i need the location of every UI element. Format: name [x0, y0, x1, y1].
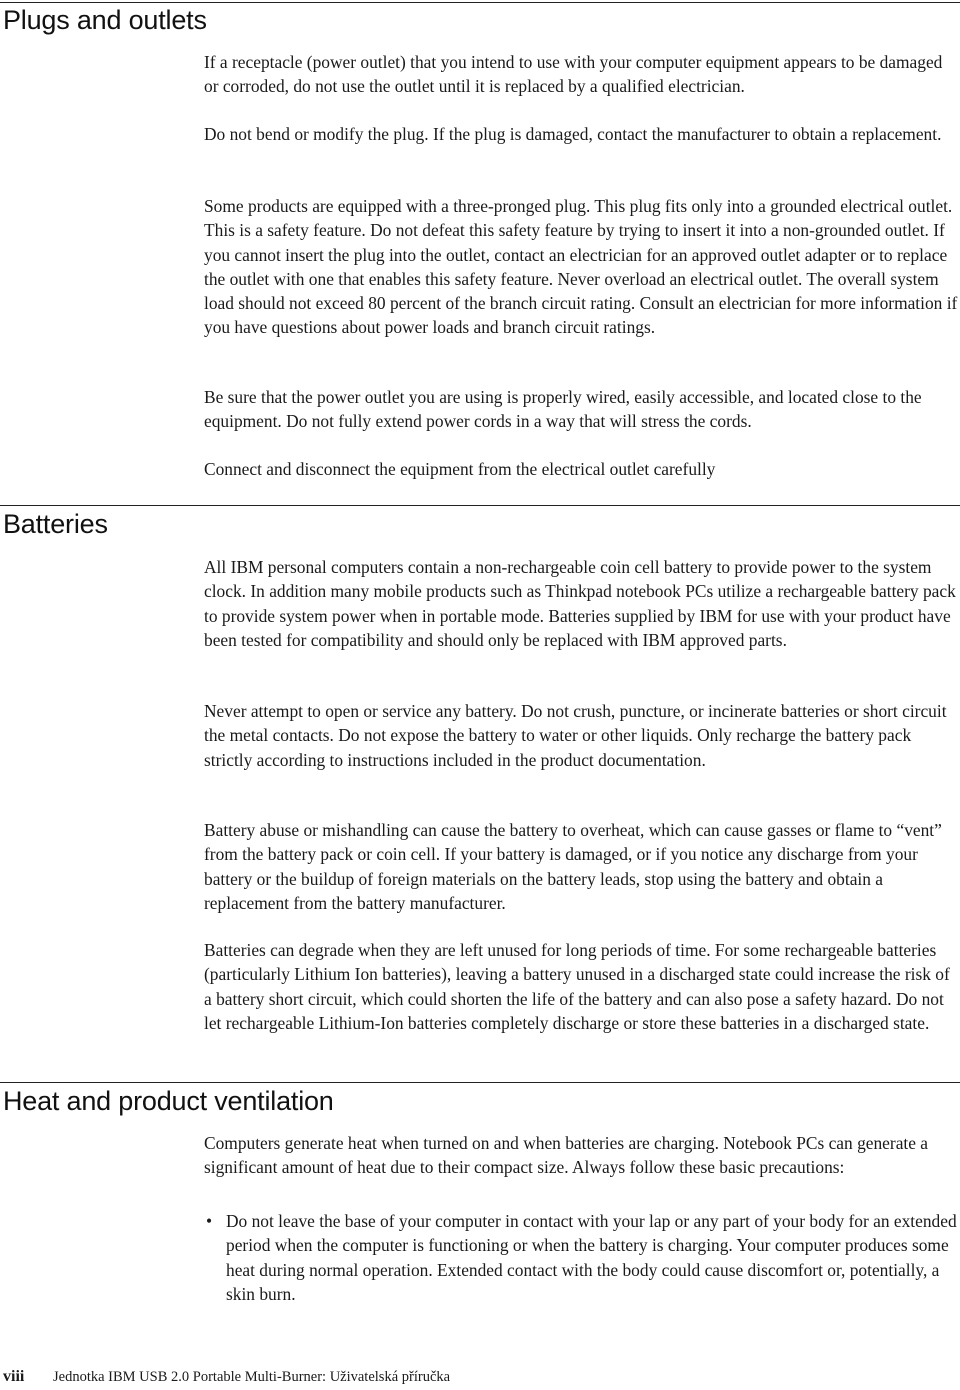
plugs-paragraph-5: Connect and disconnect the equipment from the electrical outlet carefully — [204, 459, 716, 479]
bullet-icon: • — [206, 1211, 213, 1231]
section-divider — [0, 1082, 960, 1083]
section-divider — [0, 2, 960, 3]
plugs-paragraph-1: If a receptacle (power outlet) that you intend to use with your computer equipment appears to be damaged or corroded, do not use the outlet until it is replaced by a qualified electrician. — [204, 52, 943, 97]
batteries-paragraph-3: Battery abuse or mishandling can cause the battery to overheat, which can cause gasses or flame to “vent” from the battery pack or coin cell. If your battery is damaged, or if you notice any discharge from your battery or the buildup of foreign materials on the battery leads, stop using the battery and obtain a replacement from the battery manufacturer. — [204, 820, 942, 913]
plugs-paragraph-4: Be sure that the power outlet you are using is properly wired, easily accessible, and located close to the equipment. Do not fully extend power cords in a way that will stress the cords. — [204, 387, 922, 432]
section-title-heat: Heat and product ventilation — [3, 1086, 334, 1116]
section-divider — [0, 505, 960, 506]
section-title-plugs: Plugs and outlets — [3, 5, 207, 35]
batteries-paragraph-2: Never attempt to open or service any battery. Do not crush, puncture, or incinerate batteries or short circuit the metal contacts. Do not expose the battery to water or other liquids. Only recharge the battery pack strictly according to instructions included in the product documentation. — [204, 701, 947, 770]
precautions-list — [204, 1209, 960, 1306]
batteries-paragraph-4: Batteries can degrade when they are left unused for long periods of time. For some rechargeable batteries (particularly Lithium Ion batteries), leaving a battery unused in a discharged state could increase the risk of a battery short circuit, which could shorten the life of the battery and can also pose a safety hazard. Do not let rechargeable Lithium-Ion batteries completely discharge or store these batteries in a discharged state. — [204, 940, 950, 1033]
heat-paragraph-1: Computers generate heat when turned on and when batteries are charging. Notebook PCs can generate a significant amount of heat due to their compact size. Always follow these basic precautions: — [204, 1133, 929, 1178]
batteries-paragraph-1: All IBM personal computers contain a non-rechargeable coin cell battery to provide power to the system clock. In addition many mobile products such as Thinkpad notebook PCs utilize a rechargeable battery pack to provide system power when in portable mode. Batteries supplied by IBM for use with your product have been tested for compatibility and should only be replaced with IBM approved parts. — [204, 557, 956, 650]
page-footer — [3, 1368, 450, 1386]
plugs-paragraph-2: Do not bend or modify the plug. If the plug is damaged, contact the manufacturer to obtain a replacement. — [204, 124, 942, 144]
list-item — [204, 1209, 960, 1306]
plugs-paragraph-3: Some products are equipped with a three-pronged plug. This plug fits only into a grounded electrical outlet. This is a safety feature. Do not defeat this safety feature by trying to insert it into a non-grounded outlet. If you cannot insert the plug into the outlet, contact an electrician for an approved outlet adapter or to replace the outlet with one that enables this safety feature. Never overload an electrical outlet. The overall system load should not exceed 80 percent of the branch circuit rating. Consult an electrician for more information if you have questions about power loads and branch circuit ratings. — [204, 196, 958, 338]
section-title-batteries: Batteries — [3, 509, 108, 539]
list-item-text: Do not leave the base of your computer in contact with your lap or any part of your body for an extended period when the computer is functioning or when the battery is charging. Your computer produces some heat during normal operation. Extended contact with the body could cause discomfort or, potentially, a skin burn. — [226, 1211, 957, 1304]
footer-title: Jednotka IBM USB 2.0 Portable Multi-Burner: Uživatelská příručka — [53, 1369, 451, 1385]
page-number: viii — [3, 1368, 25, 1385]
